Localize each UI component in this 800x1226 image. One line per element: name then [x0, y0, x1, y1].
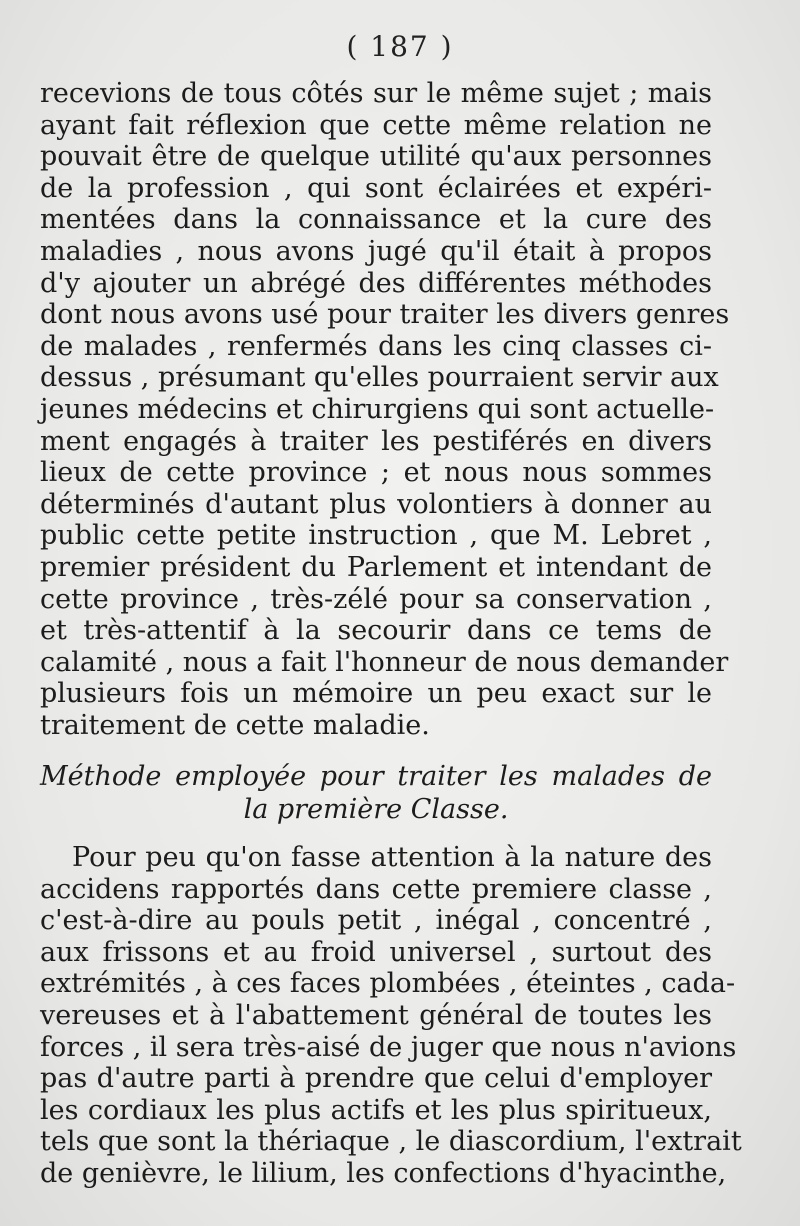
- text-line: lieux de cette province ; et nous nous sommes: [40, 457, 712, 489]
- text-line: c'est-à-dire au pouls petit , inégal , concentré ,: [40, 905, 712, 937]
- text-line: mentées dans la connaissance et la cure des: [40, 204, 712, 236]
- text-line: déterminés d'autant plus volontiers à donner au: [40, 488, 712, 520]
- heading-line: Méthode employée pour traiter les malades de: [40, 761, 712, 792]
- section-heading: [40, 760, 712, 826]
- page-number: ( 187 ): [346, 30, 454, 63]
- text-line: tels que sont la thériaque , le diascordium, l'extrait: [40, 1126, 742, 1158]
- text-line: accidens rapportés dans cette premiere classe ,: [40, 873, 712, 905]
- text-line: d'y ajouter un abrégé des différentes méthodes: [40, 267, 712, 299]
- heading-line: la première Classe.: [243, 794, 509, 825]
- text-line: calamité , nous a fait l'honneur de nous demander: [40, 646, 729, 678]
- text-line: ayant fait réflexion que cette même relation ne: [40, 109, 712, 141]
- text-line: vereuses et à l'abattement général de toutes les: [40, 999, 712, 1031]
- text-line: de genièvre, le lilium, les confections d'hyacinthe,: [40, 1157, 727, 1189]
- text-line: pas d'autre parti à prendre que celui d'employer: [40, 1063, 712, 1095]
- text-line: jeunes médecins et chirurgiens qui sont actuelle-: [40, 393, 715, 425]
- paragraph-2: [40, 842, 742, 1190]
- text-line: et très-attentif à la secourir dans ce tems de: [40, 615, 712, 647]
- text-line: ment engagés à traiter les pestiférés en divers: [40, 425, 712, 457]
- text-line: extrémités , à ces faces plombées , éteintes , cada-: [40, 968, 736, 1000]
- text-line: maladies , nous avons jugé qu'il était à propos: [40, 235, 712, 267]
- text-line: forces , il sera très-aisé de juger que nous n'avions: [40, 1031, 737, 1063]
- text-line: traitement de cette maladie.: [40, 709, 430, 741]
- text-line: public cette petite instruction , que M. Lebret ,: [40, 520, 712, 552]
- text-line: de malades , renfermés dans les cinq classes ci-: [40, 330, 712, 362]
- text-line: dessus , présumant qu'elles pourraient servir aux: [40, 362, 719, 394]
- text-line: pouvait être de quelque utilité qu'aux personnes: [40, 141, 712, 173]
- text-line: de la profession , qui sont éclairées et expéri-: [40, 172, 712, 204]
- text-line: premier président du Parlement et intendant de: [40, 551, 712, 583]
- text-line: les cordiaux les plus actifs et les plus spiritueux,: [40, 1094, 712, 1126]
- text-line: cette province , très-zélé pour sa conservation ,: [40, 583, 712, 615]
- text-line: recevions de tous côtés sur le même sujet ; mais: [40, 78, 712, 109]
- text-line: Pour peu qu'on fasse attention à la nature des: [72, 842, 712, 873]
- text-line: plusieurs fois un mémoire un peu exact sur le: [40, 678, 712, 710]
- text-line: aux frissons et au froid universel , surtout des: [40, 936, 712, 968]
- text-line: dont nous avons usé pour traiter les divers genres: [40, 299, 730, 331]
- paragraph-1: [40, 78, 730, 741]
